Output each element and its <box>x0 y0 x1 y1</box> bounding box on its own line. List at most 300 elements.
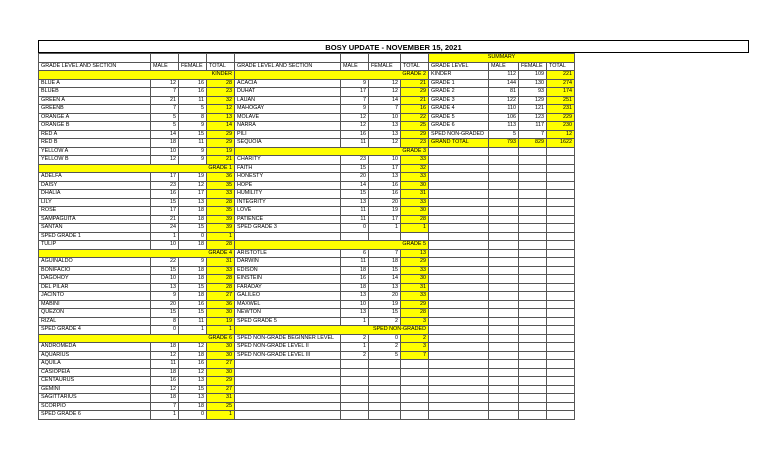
total-cell <box>401 377 429 386</box>
male-cell: 13 <box>341 292 369 301</box>
male-cell: 20 <box>341 173 369 182</box>
section-name-cell <box>235 411 341 420</box>
total-cell: 32 <box>207 96 235 105</box>
female-cell: 16 <box>369 190 401 199</box>
section-name-cell <box>429 241 489 250</box>
female-cell: 7 <box>369 105 401 114</box>
total-cell: 29 <box>207 139 235 148</box>
female-cell <box>369 385 401 394</box>
section-name-cell: CASIOPEIA <box>39 368 151 377</box>
female-cell: 12 <box>369 139 401 148</box>
male-cell: 18 <box>151 139 179 148</box>
female-cell: 19 <box>369 300 401 309</box>
total-cell: 36 <box>207 173 235 182</box>
section-name-cell <box>235 402 341 411</box>
female-cell <box>519 317 547 326</box>
section-name-cell <box>429 394 489 403</box>
female-cell: 16 <box>179 360 207 369</box>
section-name-cell <box>235 394 341 403</box>
section-name-cell: CENTAURUS <box>39 377 151 386</box>
male-cell: 15 <box>151 309 179 318</box>
male-cell: 1 <box>341 343 369 352</box>
blank-cell <box>369 54 401 63</box>
section-name-cell: BLUE A <box>39 79 151 88</box>
table-row <box>39 334 575 343</box>
male-cell <box>489 224 519 233</box>
total-cell <box>401 402 429 411</box>
total-cell: 1 <box>207 411 235 420</box>
table-row <box>39 190 575 199</box>
section-name-cell: EDISON <box>235 266 341 275</box>
section-name-cell: QUEZON <box>39 309 151 318</box>
male-cell: 793 <box>489 139 519 148</box>
header-total-b: TOTAL <box>401 62 429 71</box>
grade-section-header: SPED NON-GRADED <box>235 326 429 335</box>
table-row <box>39 122 575 131</box>
total-cell: 229 <box>547 113 575 122</box>
female-cell: 13 <box>179 394 207 403</box>
total-cell: 28 <box>401 309 429 318</box>
table-row <box>39 241 575 250</box>
total-cell: 29 <box>207 130 235 139</box>
male-cell: 16 <box>341 275 369 284</box>
male-cell: 15 <box>151 266 179 275</box>
female-cell <box>369 394 401 403</box>
female-cell <box>519 190 547 199</box>
total-cell <box>547 292 575 301</box>
male-cell <box>489 334 519 343</box>
total-cell: 1 <box>207 326 235 335</box>
female-cell: 129 <box>519 96 547 105</box>
female-cell: 18 <box>179 215 207 224</box>
female-cell <box>519 224 547 233</box>
total-cell: 30 <box>207 368 235 377</box>
total-cell: 3 <box>401 343 429 352</box>
total-cell: 30 <box>207 309 235 318</box>
section-name-cell <box>429 317 489 326</box>
total-cell <box>547 402 575 411</box>
male-cell: 11 <box>341 215 369 224</box>
total-cell <box>547 300 575 309</box>
table-row <box>39 181 575 190</box>
total-cell: 30 <box>207 351 235 360</box>
table-row <box>39 351 575 360</box>
male-cell: 14 <box>151 130 179 139</box>
male-cell <box>489 190 519 199</box>
male-cell: 8 <box>151 317 179 326</box>
blank-cell <box>401 54 429 63</box>
total-cell: 30 <box>207 343 235 352</box>
section-name-cell: GRADE 3 <box>429 96 489 105</box>
male-cell: 14 <box>341 181 369 190</box>
female-cell: 13 <box>179 377 207 386</box>
male-cell: 1 <box>151 411 179 420</box>
section-name-cell: HOPE <box>235 181 341 190</box>
female-cell: 1 <box>179 326 207 335</box>
total-cell: 19 <box>207 147 235 156</box>
total-cell: 23 <box>401 139 429 148</box>
section-name-cell: FARADAY <box>235 283 341 292</box>
female-cell <box>519 411 547 420</box>
male-cell: 18 <box>151 394 179 403</box>
total-cell: 14 <box>207 122 235 131</box>
total-cell <box>401 232 429 241</box>
male-cell <box>341 411 369 420</box>
table-row <box>39 275 575 284</box>
bosy-table <box>38 53 575 420</box>
total-cell <box>547 266 575 275</box>
table-row <box>39 207 575 216</box>
total-cell <box>547 181 575 190</box>
section-name-cell: PILI <box>235 130 341 139</box>
male-cell: 22 <box>151 258 179 267</box>
section-name-cell: INTEGRITY <box>235 198 341 207</box>
female-cell <box>519 292 547 301</box>
total-cell <box>547 326 575 335</box>
female-cell: 11 <box>179 139 207 148</box>
blank-cell <box>179 54 207 63</box>
female-cell: 15 <box>179 385 207 394</box>
section-name-cell <box>235 360 341 369</box>
section-name-cell: RIZAL <box>39 317 151 326</box>
total-cell: 13 <box>207 113 235 122</box>
total-cell <box>547 317 575 326</box>
header-total-a: TOTAL <box>207 62 235 71</box>
header-female-b: FEMALE <box>369 62 401 71</box>
table-row <box>39 88 575 97</box>
female-cell <box>519 275 547 284</box>
male-cell: 0 <box>341 224 369 233</box>
female-cell: 10 <box>369 156 401 165</box>
male-cell: 24 <box>151 224 179 233</box>
section-name-cell: PATIENCE <box>235 215 341 224</box>
female-cell: 13 <box>369 283 401 292</box>
male-cell <box>489 164 519 173</box>
female-cell: 16 <box>179 79 207 88</box>
female-cell: 109 <box>519 71 547 80</box>
total-cell: 39 <box>207 224 235 233</box>
section-name-cell: BLUEB <box>39 88 151 97</box>
total-cell: 33 <box>207 266 235 275</box>
male-cell <box>489 275 519 284</box>
total-cell <box>547 164 575 173</box>
total-cell <box>547 343 575 352</box>
table-row <box>39 130 575 139</box>
male-cell: 11 <box>151 360 179 369</box>
header-male-c: MALE <box>489 62 519 71</box>
male-cell: 16 <box>151 190 179 199</box>
female-cell: 0 <box>179 232 207 241</box>
section-name-cell: MAXWEL <box>235 300 341 309</box>
male-cell <box>489 402 519 411</box>
section-name-cell: ORANGE A <box>39 113 151 122</box>
total-cell <box>547 385 575 394</box>
section-name-cell: GREEN A <box>39 96 151 105</box>
blank-cell <box>341 54 369 63</box>
total-cell: 29 <box>401 258 429 267</box>
female-cell <box>519 181 547 190</box>
male-cell <box>489 249 519 258</box>
section-name-cell: MAHOGAY <box>235 105 341 114</box>
female-cell: 11 <box>179 96 207 105</box>
female-cell <box>519 147 547 156</box>
header-grade-level-section-b: GRADE LEVEL AND SECTION <box>235 62 341 71</box>
female-cell <box>519 309 547 318</box>
male-cell: 11 <box>341 139 369 148</box>
section-name-cell: YELLOW A <box>39 147 151 156</box>
total-cell: 28 <box>207 198 235 207</box>
section-name-cell <box>429 232 489 241</box>
male-cell: 23 <box>151 181 179 190</box>
total-cell: 31 <box>207 394 235 403</box>
female-cell: 16 <box>179 300 207 309</box>
male-cell <box>341 402 369 411</box>
section-name-cell: BONIFACIO <box>39 266 151 275</box>
female-cell: 9 <box>179 122 207 131</box>
female-cell: 8 <box>179 113 207 122</box>
female-cell: 12 <box>179 181 207 190</box>
female-cell: 17 <box>179 190 207 199</box>
female-cell: 16 <box>369 181 401 190</box>
table-row <box>39 147 575 156</box>
female-cell <box>519 385 547 394</box>
grade-section-header: GRADE 6 <box>39 334 235 343</box>
total-cell <box>401 368 429 377</box>
section-name-cell: SPED NON-GRADE LEVEL II <box>235 343 341 352</box>
female-cell <box>519 300 547 309</box>
section-name-cell: SANTAN <box>39 224 151 233</box>
male-cell <box>489 156 519 165</box>
female-cell: 123 <box>519 113 547 122</box>
grade-section-header: GRADE 4 <box>39 249 235 258</box>
male-cell: 1 <box>341 317 369 326</box>
male-cell: 12 <box>341 113 369 122</box>
female-cell <box>519 326 547 335</box>
section-name-cell <box>429 334 489 343</box>
female-cell <box>519 377 547 386</box>
total-cell: 27 <box>207 385 235 394</box>
female-cell: 12 <box>179 368 207 377</box>
total-cell: 1622 <box>547 139 575 148</box>
male-cell <box>489 232 519 241</box>
grade-section-header: GRADE 2 <box>235 71 429 80</box>
section-name-cell: GRADE 2 <box>429 88 489 97</box>
section-name-cell <box>429 300 489 309</box>
table-row <box>39 326 575 335</box>
section-name-cell: SCORPIO <box>39 402 151 411</box>
male-cell: 10 <box>151 275 179 284</box>
female-cell: 12 <box>369 79 401 88</box>
total-cell: 33 <box>401 156 429 165</box>
male-cell: 113 <box>489 122 519 131</box>
section-name-cell: DUHAT <box>235 88 341 97</box>
male-cell: 7 <box>151 88 179 97</box>
female-cell: 18 <box>179 207 207 216</box>
section-name-cell: SPED GRADE 5 <box>235 317 341 326</box>
section-name-cell: DARWIN <box>235 258 341 267</box>
male-cell: 16 <box>151 377 179 386</box>
total-cell: 25 <box>207 402 235 411</box>
section-name-cell: GRAND TOTAL <box>429 139 489 148</box>
male-cell: 18 <box>151 343 179 352</box>
male-cell <box>341 368 369 377</box>
female-cell: 13 <box>369 130 401 139</box>
male-cell: 13 <box>151 283 179 292</box>
male-cell <box>489 360 519 369</box>
female-cell: 93 <box>519 88 547 97</box>
grade-section-header: GRADE 5 <box>235 241 429 250</box>
male-cell <box>489 317 519 326</box>
male-cell <box>341 394 369 403</box>
male-cell <box>489 343 519 352</box>
male-cell <box>341 360 369 369</box>
female-cell: 19 <box>369 207 401 216</box>
section-name-cell <box>429 360 489 369</box>
male-cell: 12 <box>151 385 179 394</box>
female-cell <box>519 258 547 267</box>
male-cell: 106 <box>489 113 519 122</box>
total-cell <box>547 241 575 250</box>
table-row <box>39 385 575 394</box>
table-row <box>39 96 575 105</box>
male-cell <box>489 411 519 420</box>
table-row <box>39 402 575 411</box>
total-cell <box>547 207 575 216</box>
total-cell: 31 <box>401 190 429 199</box>
section-name-cell: SEQUOIA <box>235 139 341 148</box>
male-cell <box>489 241 519 250</box>
total-cell: 29 <box>401 88 429 97</box>
total-cell: 33 <box>401 266 429 275</box>
table-row <box>39 266 575 275</box>
total-cell: 12 <box>207 105 235 114</box>
female-cell: 16 <box>179 88 207 97</box>
total-cell: 19 <box>207 317 235 326</box>
male-cell: 5 <box>151 122 179 131</box>
total-cell: 230 <box>547 122 575 131</box>
table-row <box>39 292 575 301</box>
header-row <box>39 62 575 71</box>
female-cell: 7 <box>369 249 401 258</box>
male-cell: 17 <box>341 88 369 97</box>
table-row <box>39 164 575 173</box>
male-cell <box>341 232 369 241</box>
male-cell <box>489 173 519 182</box>
female-cell: 2 <box>369 317 401 326</box>
total-cell: 30 <box>401 181 429 190</box>
female-cell: 19 <box>179 173 207 182</box>
male-cell: 13 <box>341 309 369 318</box>
female-cell: 15 <box>369 266 401 275</box>
section-name-cell: JACINTO <box>39 292 151 301</box>
total-cell: 31 <box>401 283 429 292</box>
section-name-cell: TULIP <box>39 241 151 250</box>
section-name-cell: ROSE <box>39 207 151 216</box>
total-cell: 31 <box>207 258 235 267</box>
section-name-cell <box>429 411 489 420</box>
female-cell: 117 <box>519 122 547 131</box>
male-cell: 18 <box>151 368 179 377</box>
total-cell: 174 <box>547 88 575 97</box>
male-cell <box>489 326 519 335</box>
male-cell: 15 <box>341 190 369 199</box>
table-row <box>39 71 575 80</box>
section-name-cell: NARRA <box>235 122 341 131</box>
male-cell: 18 <box>341 283 369 292</box>
total-cell: 27 <box>207 292 235 301</box>
total-cell <box>547 173 575 182</box>
section-name-cell <box>429 224 489 233</box>
section-name-cell <box>429 326 489 335</box>
male-cell: 15 <box>151 198 179 207</box>
section-name-cell: GREENB <box>39 105 151 114</box>
section-name-cell <box>429 190 489 199</box>
male-cell: 7 <box>151 105 179 114</box>
total-cell <box>547 394 575 403</box>
male-cell: 21 <box>151 215 179 224</box>
total-cell: 29 <box>401 300 429 309</box>
section-name-cell <box>429 368 489 377</box>
table-row <box>39 105 575 114</box>
female-cell: 13 <box>179 198 207 207</box>
female-cell <box>519 232 547 241</box>
total-cell <box>547 249 575 258</box>
female-cell: 10 <box>369 113 401 122</box>
section-name-cell <box>429 181 489 190</box>
header-female-a: FEMALE <box>179 62 207 71</box>
total-cell <box>547 377 575 386</box>
grade-section-header: KINDER <box>39 71 235 80</box>
male-cell: 17 <box>151 173 179 182</box>
male-cell: 18 <box>341 266 369 275</box>
total-cell: 16 <box>401 105 429 114</box>
total-cell: 33 <box>207 190 235 199</box>
female-cell: 15 <box>179 130 207 139</box>
total-cell: 28 <box>207 79 235 88</box>
total-cell: 30 <box>401 207 429 216</box>
section-name-cell: DHALIA <box>39 190 151 199</box>
total-cell: 221 <box>547 71 575 80</box>
section-name-cell <box>429 309 489 318</box>
total-cell: 251 <box>547 96 575 105</box>
total-cell: 21 <box>207 156 235 165</box>
female-cell: 18 <box>179 402 207 411</box>
male-cell <box>489 283 519 292</box>
female-cell: 15 <box>179 283 207 292</box>
section-name-cell <box>429 258 489 267</box>
total-cell <box>401 360 429 369</box>
female-cell: 2 <box>369 343 401 352</box>
male-cell: 9 <box>341 79 369 88</box>
female-cell: 5 <box>179 105 207 114</box>
header-grade-level: GRADE LEVEL <box>429 62 489 71</box>
total-cell: 25 <box>401 122 429 131</box>
header-female-c: FEMALE <box>519 62 547 71</box>
female-cell: 12 <box>179 343 207 352</box>
section-name-cell <box>429 147 489 156</box>
male-cell: 112 <box>489 71 519 80</box>
total-cell <box>547 232 575 241</box>
male-cell: 11 <box>341 207 369 216</box>
female-cell: 9 <box>179 147 207 156</box>
male-cell: 6 <box>341 249 369 258</box>
total-cell: 36 <box>207 300 235 309</box>
male-cell: 16 <box>341 130 369 139</box>
female-cell: 11 <box>179 317 207 326</box>
female-cell <box>519 164 547 173</box>
section-name-cell: LOVE <box>235 207 341 216</box>
table-row <box>39 113 575 122</box>
